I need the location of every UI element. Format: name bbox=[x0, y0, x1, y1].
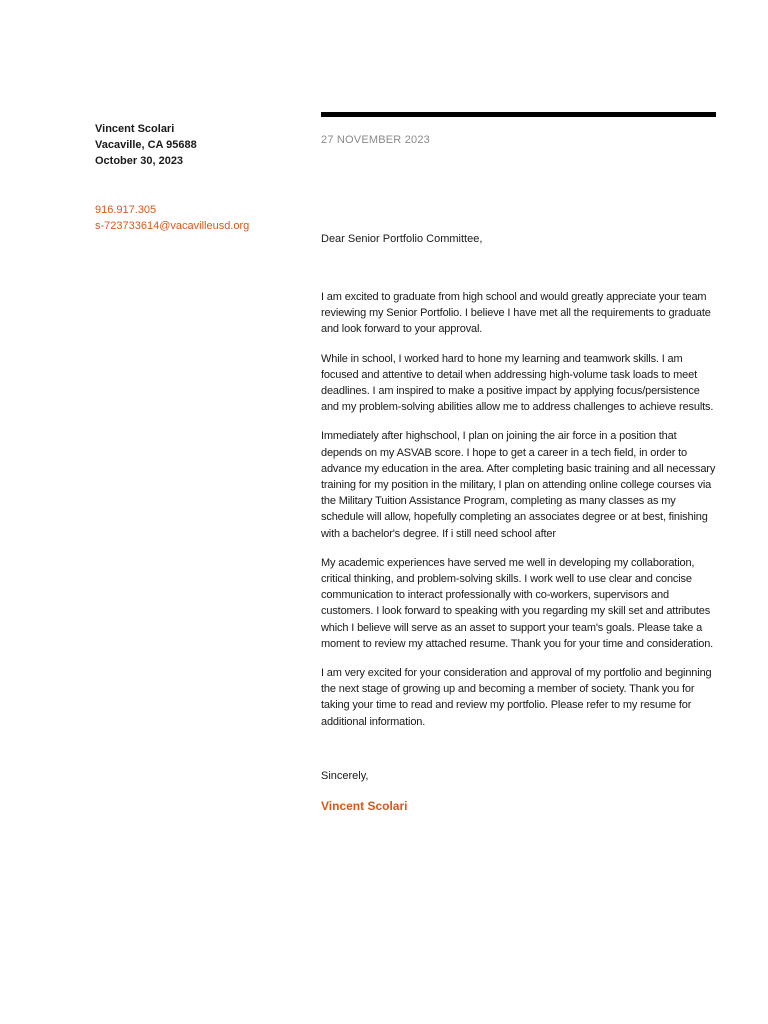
contact-block bbox=[95, 202, 305, 234]
sender-block bbox=[95, 121, 305, 234]
salutation: Dear Senior Portfolio Committee, bbox=[321, 233, 483, 245]
paragraph-plans: Immediately after highschool, I plan on joining the air force in a position that depends on my ASVAB score. I hope to get a career in a tech field, in order to advance my education in the area. After completing basic training and all necessary training for my position in the military, I plan on attending online college courses via the Military Tuition Assistance Program, completing as many classes as my schedule will allow, hopefully completing an associates degree or at best, finishing with a bachelor's degree. If i still need school after bbox=[321, 430, 716, 540]
letter-date: 27 NOVEMBER 2023 bbox=[321, 134, 430, 146]
signature: Vincent Scolari bbox=[321, 798, 408, 813]
header-rule bbox=[321, 112, 716, 117]
email-address: s-723733614@vacavilleusd.org bbox=[95, 220, 250, 232]
sender-name: Vincent Scolari bbox=[95, 123, 175, 135]
paragraph-skills: While in school, I worked hard to hone my learning and teamwork skills. I am focused and attentive to detail when addressing high-volume task loads to meet deadlines. I am inspired to make a positive impact by applying focus/persistence and my problem-solving abilities allow me to address challenges to achieve results. bbox=[321, 352, 714, 414]
sender-date: October 30, 2023 bbox=[95, 155, 184, 167]
letter-body bbox=[321, 231, 718, 814]
closing: Sincerely, bbox=[321, 769, 369, 782]
paragraph-intro: I am excited to graduate from high school and would greatly appreciate your team reviewing my Senior Portfolio. I believe I have met all the requirements to graduate and look forward to your approval. bbox=[321, 291, 711, 336]
paragraph-closing: I am very excited for your consideration and approval of my portfolio and beginning the next stage of growing up and becoming a member of society. Thank you for taking your time to read and review my portfolio. Please refer to my resume for additional information. bbox=[321, 667, 712, 728]
sender-city: Vacaville, CA 95688 bbox=[95, 139, 197, 151]
phone-number: 916.917.305 bbox=[95, 204, 157, 216]
paragraph-experience: My academic experiences have served me well in developing my collaboration, critical thinking, and problem-solving skills. I work well to use clear and concise communication to interact professionally with co-workers, supervisors and customers. I look forward to speaking with you regarding my skill set and attributes which I believe will serve as an asset to support your team's goals. Please take a moment to review my attached resume. Thank you for your time and consideration. bbox=[321, 556, 714, 650]
